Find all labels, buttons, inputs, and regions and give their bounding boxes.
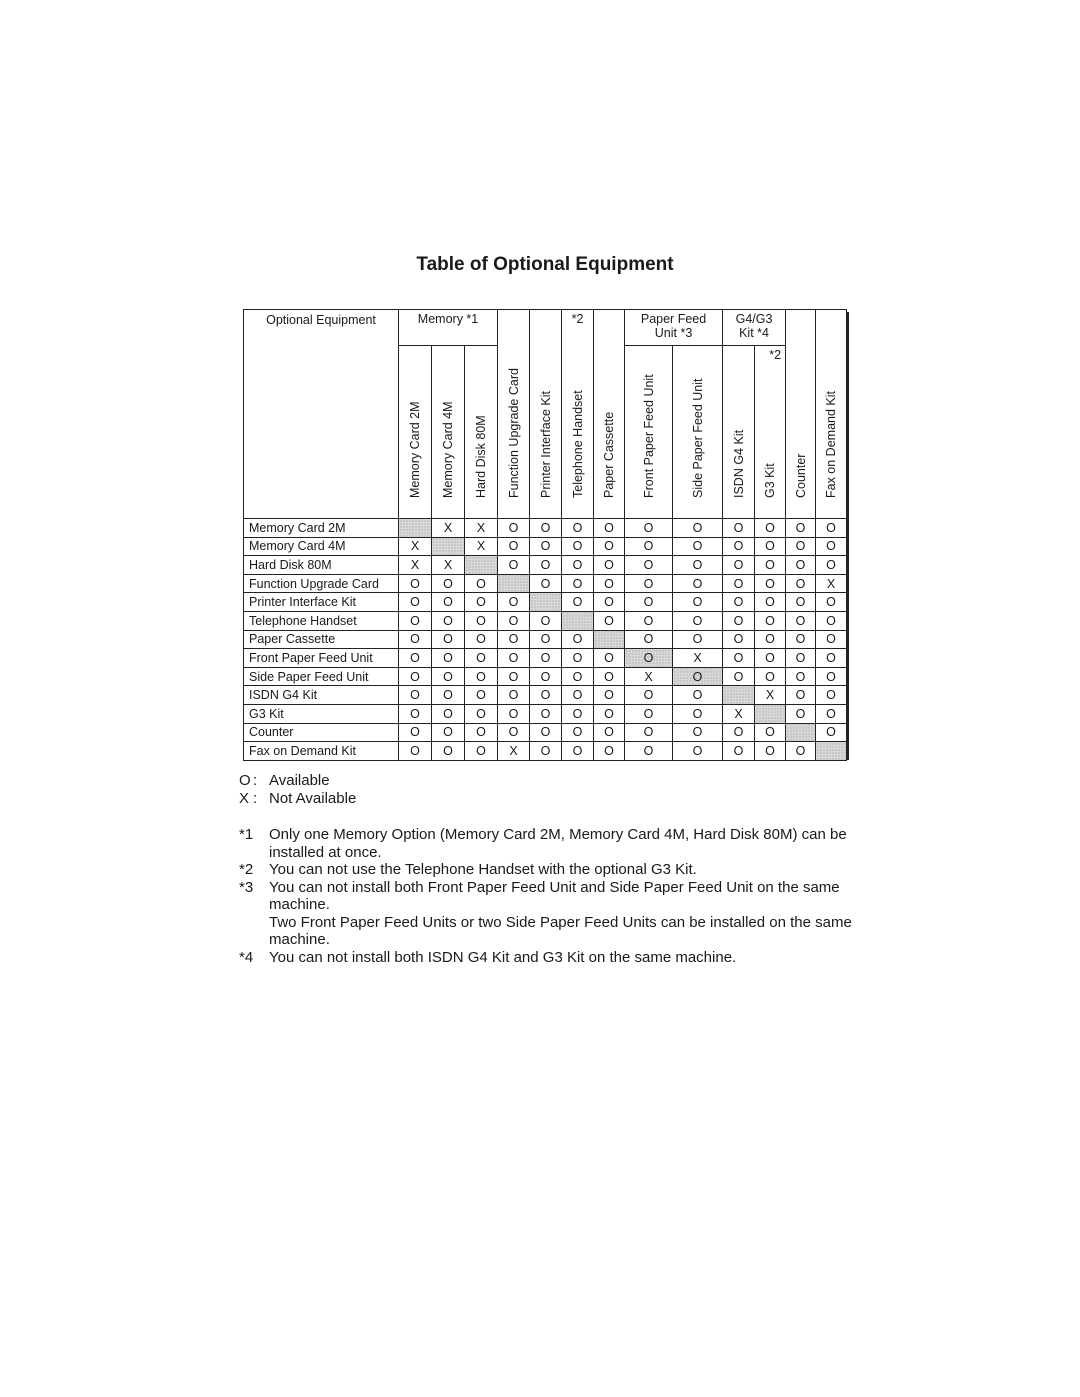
table-row bbox=[244, 556, 847, 575]
page-title: Table of Optional Equipment bbox=[416, 254, 674, 275]
table-cell: O bbox=[530, 519, 562, 538]
corner-header: Optional Equipment bbox=[244, 310, 399, 519]
table-cell: O bbox=[530, 704, 562, 723]
table-cell: O bbox=[498, 723, 530, 742]
table-cell: O bbox=[562, 574, 594, 593]
table-cell: O bbox=[530, 667, 562, 686]
row-label: Front Paper Feed Unit bbox=[244, 649, 399, 668]
row-label: ISDN G4 Kit bbox=[244, 686, 399, 705]
table-cell: O bbox=[465, 742, 498, 761]
table-cell: O bbox=[399, 574, 432, 593]
table-cell: O bbox=[755, 574, 786, 593]
table-cell: O bbox=[673, 723, 723, 742]
table-cell: O bbox=[673, 630, 723, 649]
table-cell: O bbox=[498, 593, 530, 612]
table-cell: O bbox=[562, 686, 594, 705]
table-cell-self bbox=[498, 574, 530, 593]
table-cell: O bbox=[723, 593, 755, 612]
table-cell: O bbox=[562, 537, 594, 556]
table-cell: O bbox=[562, 556, 594, 575]
table-cell: O bbox=[594, 556, 625, 575]
table-cell: O bbox=[399, 611, 432, 630]
col-header-printer-interface-kit: Printer Interface Kit bbox=[530, 310, 562, 519]
table-cell: O bbox=[755, 667, 786, 686]
table-cell: O bbox=[755, 593, 786, 612]
table-cell: O bbox=[465, 667, 498, 686]
table-cell: O bbox=[755, 519, 786, 538]
col-header-g3-kit: *2 G3 Kit bbox=[755, 346, 786, 519]
table-cell: O bbox=[498, 686, 530, 705]
table-row bbox=[244, 742, 847, 761]
table-cell: O bbox=[465, 630, 498, 649]
row-label: Fax on Demand Kit bbox=[244, 742, 399, 761]
table-cell: O bbox=[399, 649, 432, 668]
table-cell: O bbox=[594, 723, 625, 742]
table-cell: O bbox=[723, 519, 755, 538]
table-cell: O bbox=[432, 611, 465, 630]
table-cell: O bbox=[432, 574, 465, 593]
g4g3-group-header: G4/G3 Kit *4 bbox=[723, 310, 786, 346]
footnotes bbox=[239, 826, 859, 966]
table-cell: O bbox=[530, 723, 562, 742]
table-cell: O bbox=[786, 556, 816, 575]
table-cell: O bbox=[562, 630, 594, 649]
table-cell: O bbox=[594, 537, 625, 556]
table-cell-self: O bbox=[625, 649, 673, 668]
table-cell: O bbox=[673, 686, 723, 705]
table-cell: X bbox=[399, 556, 432, 575]
table-row bbox=[244, 649, 847, 668]
table-cell: O bbox=[530, 537, 562, 556]
table-cell: O bbox=[530, 574, 562, 593]
table-cell: O bbox=[562, 519, 594, 538]
table-row bbox=[244, 704, 847, 723]
row-label: Printer Interface Kit bbox=[244, 593, 399, 612]
table-cell: O bbox=[673, 742, 723, 761]
table-cell: O bbox=[673, 537, 723, 556]
table-cell: O bbox=[723, 630, 755, 649]
table-cell: O bbox=[673, 556, 723, 575]
table-cell: O bbox=[786, 742, 816, 761]
table-cell: O bbox=[594, 704, 625, 723]
table-cell: O bbox=[399, 686, 432, 705]
table-cell-self bbox=[816, 742, 847, 761]
col-header-memory-card-2m: Memory Card 2M bbox=[399, 346, 432, 519]
table-cell: O bbox=[498, 667, 530, 686]
table-cell: O bbox=[562, 593, 594, 612]
telephone-note-mark: *2 bbox=[571, 312, 584, 326]
table-cell: O bbox=[432, 723, 465, 742]
table-cell: O bbox=[465, 704, 498, 723]
col-header-side-paper-feed-unit: Side Paper Feed Unit bbox=[673, 346, 723, 519]
col-header-function-upgrade-card: Function Upgrade Card bbox=[498, 310, 530, 519]
table-row bbox=[244, 593, 847, 612]
table-cell: O bbox=[786, 574, 816, 593]
table-cell: O bbox=[432, 649, 465, 668]
table-cell: X bbox=[432, 519, 465, 538]
table-cell: O bbox=[594, 574, 625, 593]
table-cell: O bbox=[723, 667, 755, 686]
table-cell: O bbox=[530, 742, 562, 761]
row-label: Function Upgrade Card bbox=[244, 574, 399, 593]
table-cell: O bbox=[530, 649, 562, 668]
table-cell: O bbox=[498, 519, 530, 538]
table-cell: O bbox=[594, 686, 625, 705]
col-header-telephone-handset: *2 Telephone Handset bbox=[562, 310, 594, 519]
table-cell: O bbox=[562, 723, 594, 742]
table-cell: O bbox=[530, 556, 562, 575]
table-cell: O bbox=[625, 723, 673, 742]
footnote-2: *2 You can not use the Telephone Handset with the optional G3 Kit. bbox=[239, 861, 697, 878]
table-cell: O bbox=[723, 649, 755, 668]
table-cell: O bbox=[786, 667, 816, 686]
row-label: Hard Disk 80M bbox=[244, 556, 399, 575]
table-cell: O bbox=[625, 537, 673, 556]
table-cell-self bbox=[399, 519, 432, 538]
legend-item-not-available: X : Not Available bbox=[239, 790, 357, 807]
table-cell: O bbox=[562, 742, 594, 761]
table-cell: O bbox=[673, 574, 723, 593]
col-header-hard-disk-80m: Hard Disk 80M bbox=[465, 346, 498, 519]
table-cell: O bbox=[723, 723, 755, 742]
table-cell: O bbox=[562, 649, 594, 668]
table-cell: O bbox=[465, 723, 498, 742]
table-cell-self: O bbox=[673, 667, 723, 686]
table-cell: O bbox=[816, 630, 847, 649]
table-row bbox=[244, 630, 847, 649]
table-cell: X bbox=[432, 556, 465, 575]
table-cell: O bbox=[625, 593, 673, 612]
table-cell-self bbox=[786, 723, 816, 742]
col-header-fax-on-demand-kit: Fax on Demand Kit bbox=[816, 310, 847, 519]
table-cell: O bbox=[816, 593, 847, 612]
table-cell: O bbox=[465, 649, 498, 668]
table-cell: O bbox=[673, 593, 723, 612]
table-body bbox=[244, 519, 847, 761]
table-cell: O bbox=[625, 519, 673, 538]
table-cell: O bbox=[432, 593, 465, 612]
table-cell: O bbox=[723, 611, 755, 630]
table-cell: O bbox=[755, 611, 786, 630]
table-cell: O bbox=[755, 537, 786, 556]
table-cell: O bbox=[786, 593, 816, 612]
table-row bbox=[244, 723, 847, 742]
table-cell: O bbox=[816, 667, 847, 686]
table-cell: O bbox=[786, 704, 816, 723]
col-header-front-paper-feed-unit: Front Paper Feed Unit bbox=[625, 346, 673, 519]
table-cell: O bbox=[755, 649, 786, 668]
table-cell: O bbox=[816, 686, 847, 705]
table-cell: O bbox=[530, 630, 562, 649]
table-cell: O bbox=[816, 704, 847, 723]
table-cell: O bbox=[755, 630, 786, 649]
table-cell: X bbox=[399, 537, 432, 556]
table-cell: O bbox=[625, 704, 673, 723]
table-cell: O bbox=[465, 611, 498, 630]
table-cell-self bbox=[594, 630, 625, 649]
col-header-paper-cassette: Paper Cassette bbox=[594, 310, 625, 519]
table-cell: O bbox=[755, 723, 786, 742]
table-cell: O bbox=[498, 630, 530, 649]
table-cell: O bbox=[755, 556, 786, 575]
table-cell: O bbox=[816, 723, 847, 742]
table-cell: O bbox=[399, 630, 432, 649]
legend-item-available: O : Available bbox=[239, 772, 330, 789]
table-cell: X bbox=[498, 742, 530, 761]
table-cell: X bbox=[673, 649, 723, 668]
table-cell: O bbox=[786, 611, 816, 630]
g3-note-mark: *2 bbox=[769, 348, 782, 362]
legend bbox=[239, 772, 356, 808]
table-cell: O bbox=[562, 667, 594, 686]
memory-group-header: Memory *1 bbox=[399, 310, 498, 346]
table-cell-self bbox=[530, 593, 562, 612]
table-cell: O bbox=[625, 556, 673, 575]
table-cell: O bbox=[786, 519, 816, 538]
table-cell: O bbox=[594, 593, 625, 612]
table-cell: O bbox=[399, 742, 432, 761]
table-cell: O bbox=[530, 686, 562, 705]
table-cell: O bbox=[594, 611, 625, 630]
table-cell: O bbox=[465, 593, 498, 612]
table-cell: O bbox=[399, 593, 432, 612]
table-row bbox=[244, 667, 847, 686]
table-cell: X bbox=[625, 667, 673, 686]
table-cell: O bbox=[816, 537, 847, 556]
table-cell: O bbox=[723, 537, 755, 556]
table-cell: O bbox=[625, 686, 673, 705]
footnote-3: *3 You can not install both Front Paper Feed Unit and Side Paper Feed Unit on the same machine. bbox=[239, 878, 840, 913]
table-cell: O bbox=[498, 611, 530, 630]
table-cell: O bbox=[432, 630, 465, 649]
table-cell: O bbox=[786, 537, 816, 556]
table-cell: O bbox=[594, 649, 625, 668]
table-cell: O bbox=[723, 742, 755, 761]
row-label: Telephone Handset bbox=[244, 611, 399, 630]
table-cell: O bbox=[498, 537, 530, 556]
table-cell: O bbox=[673, 704, 723, 723]
table-cell: O bbox=[786, 649, 816, 668]
table-row bbox=[244, 519, 847, 538]
table-cell: O bbox=[625, 630, 673, 649]
table-cell: O bbox=[432, 704, 465, 723]
row-label: Memory Card 2M bbox=[244, 519, 399, 538]
row-label: Paper Cassette bbox=[244, 630, 399, 649]
table-cell: O bbox=[594, 519, 625, 538]
table-cell: O bbox=[562, 704, 594, 723]
row-label: Memory Card 4M bbox=[244, 537, 399, 556]
col-header-isdn-g4-kit: ISDN G4 Kit bbox=[723, 346, 755, 519]
table-cell: O bbox=[432, 667, 465, 686]
footnote-1: *1 Only one Memory Option (Memory Card 2M, Memory Card 4M, Hard Disk 80M) can be installed at once. bbox=[239, 826, 847, 861]
table-cell: O bbox=[498, 556, 530, 575]
footnote-4: *4 You can not install both ISDN G4 Kit and G3 Kit on the same machine. bbox=[239, 948, 737, 966]
col-header-counter: Counter bbox=[786, 310, 816, 519]
table-cell: O bbox=[399, 723, 432, 742]
table-row bbox=[244, 686, 847, 705]
table-row bbox=[244, 537, 847, 556]
table-cell-self bbox=[755, 704, 786, 723]
row-label: G3 Kit bbox=[244, 704, 399, 723]
col-header-memory-card-4m: Memory Card 4M bbox=[432, 346, 465, 519]
optional-equipment-table bbox=[243, 309, 847, 761]
table-cell: O bbox=[673, 519, 723, 538]
table-cell: O bbox=[816, 556, 847, 575]
table-cell: O bbox=[816, 519, 847, 538]
footnote-3-continued: Two Front Paper Feed Units or two Side Paper Feed Units can be installed on the same machine. bbox=[269, 913, 852, 948]
table-cell: O bbox=[816, 649, 847, 668]
table-cell: O bbox=[465, 574, 498, 593]
row-label: Side Paper Feed Unit bbox=[244, 667, 399, 686]
paper-feed-group-header: Paper Feed Unit *3 bbox=[625, 310, 723, 346]
table-cell: O bbox=[498, 704, 530, 723]
table-cell: O bbox=[594, 667, 625, 686]
table-cell: O bbox=[399, 667, 432, 686]
table-cell: O bbox=[625, 611, 673, 630]
table-cell: O bbox=[530, 611, 562, 630]
table-cell: O bbox=[723, 556, 755, 575]
table-cell: O bbox=[625, 742, 673, 761]
row-label: Counter bbox=[244, 723, 399, 742]
table-cell-self bbox=[723, 686, 755, 705]
table-cell: X bbox=[723, 704, 755, 723]
table-cell: O bbox=[723, 574, 755, 593]
table-cell: O bbox=[399, 704, 432, 723]
table-cell: X bbox=[816, 574, 847, 593]
table-cell: O bbox=[465, 686, 498, 705]
table-cell: O bbox=[786, 686, 816, 705]
table-cell: O bbox=[432, 686, 465, 705]
table-cell-self bbox=[432, 537, 465, 556]
table-cell: X bbox=[755, 686, 786, 705]
table-cell: O bbox=[498, 649, 530, 668]
table-cell: O bbox=[673, 611, 723, 630]
table-cell-self bbox=[562, 611, 594, 630]
table-cell: O bbox=[594, 742, 625, 761]
table-cell: O bbox=[786, 630, 816, 649]
table-cell: O bbox=[625, 574, 673, 593]
table-row bbox=[244, 574, 847, 593]
table-cell: X bbox=[465, 537, 498, 556]
table-cell: O bbox=[816, 611, 847, 630]
table-cell: O bbox=[432, 742, 465, 761]
table-cell: X bbox=[465, 519, 498, 538]
table-cell-self bbox=[465, 556, 498, 575]
table-cell: O bbox=[755, 742, 786, 761]
table-row bbox=[244, 611, 847, 630]
equipment-table-wrapper bbox=[243, 309, 846, 757]
